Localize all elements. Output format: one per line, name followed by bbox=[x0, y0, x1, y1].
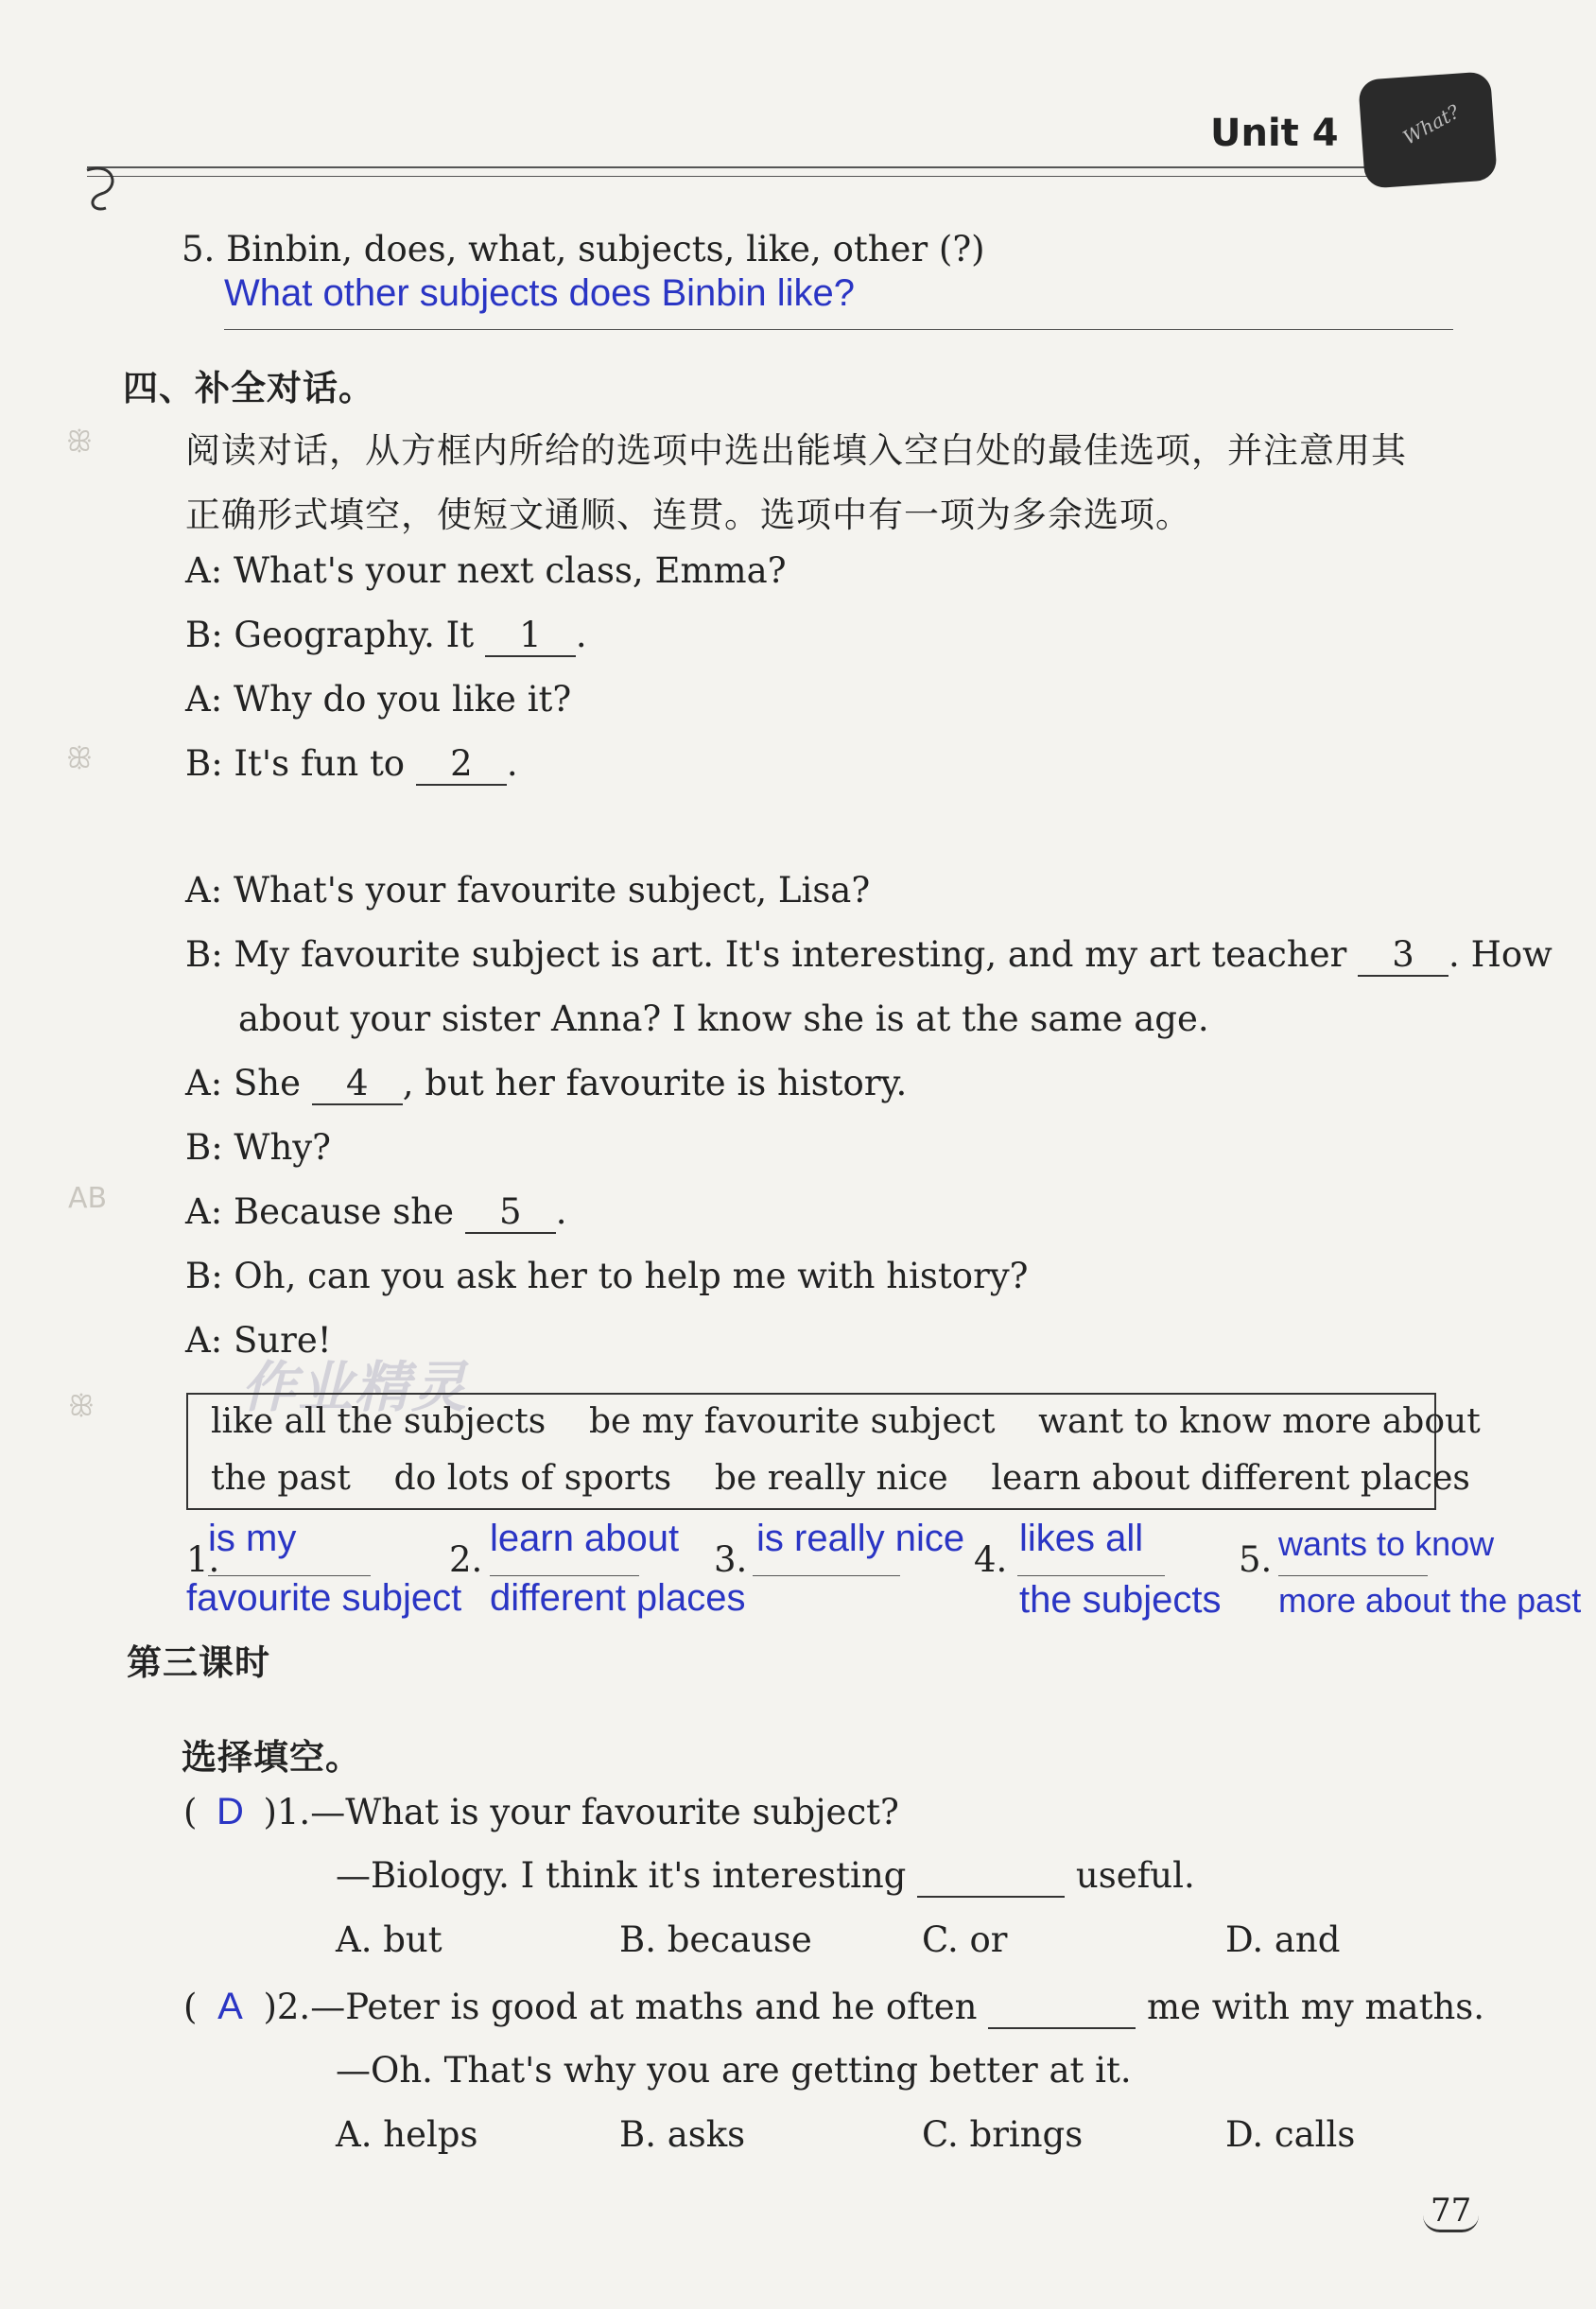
answer-5-underline bbox=[1278, 1575, 1428, 1576]
mc-q2-row: ( A )2.—Peter is good at maths and he often me with my maths. bbox=[183, 1986, 1485, 2027]
blank-2[interactable]: 2 bbox=[416, 743, 507, 786]
answer-5-line2: more about the past bbox=[1278, 1581, 1582, 1620]
lesson3-title: 第三课时 bbox=[127, 1641, 270, 1683]
answer-3-underline bbox=[753, 1575, 900, 1576]
watermark-logo: 作业精灵 bbox=[241, 1355, 469, 1419]
dialogue1-line4: B: It's fun to 2 . bbox=[185, 743, 518, 784]
margin-mark: ꕥ bbox=[66, 742, 93, 775]
q5-answer: What other subjects does Binbin like? bbox=[224, 272, 856, 314]
dialogue1-line2: B: Geography. It 1 . bbox=[185, 615, 587, 655]
mc-q2-blank[interactable] bbox=[988, 1987, 1136, 2029]
dialogue2-line1: A: What's your favourite subject, Lisa? bbox=[185, 870, 871, 911]
unit-badge-icon bbox=[1358, 71, 1498, 188]
mc-q2-option-c[interactable]: C. brings bbox=[922, 2114, 1084, 2155]
answer-2-line1: learn about bbox=[490, 1518, 680, 1559]
mc-q2-answer[interactable]: A bbox=[217, 1986, 243, 2027]
section4-title: 四、补全对话。 bbox=[123, 367, 374, 408]
mc-q1-row: ( D )1.—What is your favourite subject? bbox=[183, 1791, 899, 1832]
blank-3[interactable]: 3 bbox=[1358, 934, 1449, 977]
dialogue2-line4: A: She 4 , but her favourite is history. bbox=[185, 1063, 908, 1103]
answer-2-underline bbox=[490, 1575, 639, 1576]
swirl-decoration-icon bbox=[78, 151, 125, 217]
dialogue1-line1: A: What's your next class, Emma? bbox=[185, 550, 787, 591]
margin-mark: AB bbox=[68, 1182, 108, 1215]
unit-label: Unit 4 bbox=[1210, 112, 1339, 155]
lesson3-section1-title: 选择填空。 bbox=[182, 1736, 361, 1778]
page-number: 77 bbox=[1423, 2192, 1479, 2232]
answer-3-num: 3. bbox=[714, 1539, 748, 1580]
section4-instruction-line2: 正确形式填空，使短文通顺、连贯。选项中有一项为多余选项。 bbox=[185, 495, 1191, 535]
dialogue2-line7: B: Oh, can you ask her to help me with history? bbox=[185, 1256, 1029, 1296]
dialogue2-line5: B: Why? bbox=[185, 1127, 332, 1168]
blank-1[interactable]: 1 bbox=[485, 615, 576, 657]
answer-2-num: 2. bbox=[449, 1539, 483, 1580]
mc-q2-option-a[interactable]: A. helps bbox=[336, 2114, 478, 2155]
options-box bbox=[186, 1393, 1481, 1510]
mc-q1-option-b[interactable]: B. because bbox=[619, 1919, 812, 1960]
mc-q2-option-d[interactable]: D. calls bbox=[1225, 2114, 1356, 2155]
answer-1-line1: is my bbox=[208, 1518, 297, 1559]
mc-q1-blank[interactable] bbox=[917, 1855, 1065, 1898]
mc-q1-stem2: —Biology. I think it's interesting useful. bbox=[336, 1855, 1195, 1896]
dialogue1-line3: A: Why do you like it? bbox=[185, 679, 572, 720]
unit-badge-text: What? bbox=[1398, 99, 1464, 149]
answer-1-underline bbox=[208, 1575, 371, 1576]
answer-3-line1: is really nice bbox=[756, 1518, 965, 1559]
section4-instruction-line1: 阅读对话，从方框内所给的选项中选出能填入空白处的最佳选项，并注意用其 bbox=[185, 430, 1407, 471]
dialogue2-line3: about your sister Anna? I know she is at the same age. bbox=[238, 998, 1209, 1039]
answer-5-num: 5. bbox=[1239, 1539, 1273, 1580]
q5-answer-line bbox=[224, 329, 1453, 330]
dialogue2-line2: B: My favourite subject is art. It's interesting, and my art teacher 3 . How bbox=[185, 934, 1553, 975]
options-row-1: like all the subjects be my favourite subject want to know more about bbox=[211, 1402, 1481, 1441]
dialogue2-line6: A: Because she 5 . bbox=[185, 1191, 567, 1232]
mc-q1-option-d[interactable]: D. and bbox=[1225, 1919, 1341, 1960]
answer-1-num: 1. bbox=[186, 1539, 220, 1580]
options-row-2: the past do lots of sports be really nice learn about different places bbox=[211, 1459, 1470, 1498]
answer-1-line2: favourite subject bbox=[186, 1577, 462, 1619]
answer-4-num: 4. bbox=[974, 1539, 1008, 1580]
mc-q1-answer[interactable]: D bbox=[216, 1791, 244, 1832]
mc-q2-option-b[interactable]: B. asks bbox=[619, 2114, 746, 2155]
mc-q2-stem2: —Oh. That's why you are getting better at it. bbox=[336, 2050, 1132, 2091]
dialogue2-line8: A: Sure! bbox=[185, 1320, 332, 1361]
answer-2-line2: different places bbox=[490, 1577, 746, 1619]
mc-q1-option-a[interactable]: A. but bbox=[336, 1919, 442, 1960]
margin-mark: ꕥ bbox=[68, 1390, 95, 1423]
answer-5-line1: wants to know bbox=[1278, 1524, 1495, 1563]
q5-prompt: 5. Binbin, does, what, subjects, like, other (?) bbox=[182, 229, 985, 269]
header-rule-bottom bbox=[87, 176, 1373, 177]
mc-q1-option-c[interactable]: C. or bbox=[922, 1919, 1008, 1960]
blank-5[interactable]: 5 bbox=[465, 1191, 556, 1234]
answer-4-line2: the subjects bbox=[1019, 1579, 1222, 1621]
answer-4-line1: likes all bbox=[1019, 1518, 1144, 1559]
margin-mark: ꕥ bbox=[66, 425, 93, 459]
blank-4[interactable]: 4 bbox=[312, 1063, 403, 1105]
answer-4-underline bbox=[1017, 1575, 1165, 1576]
header-rule-top bbox=[87, 166, 1373, 168]
